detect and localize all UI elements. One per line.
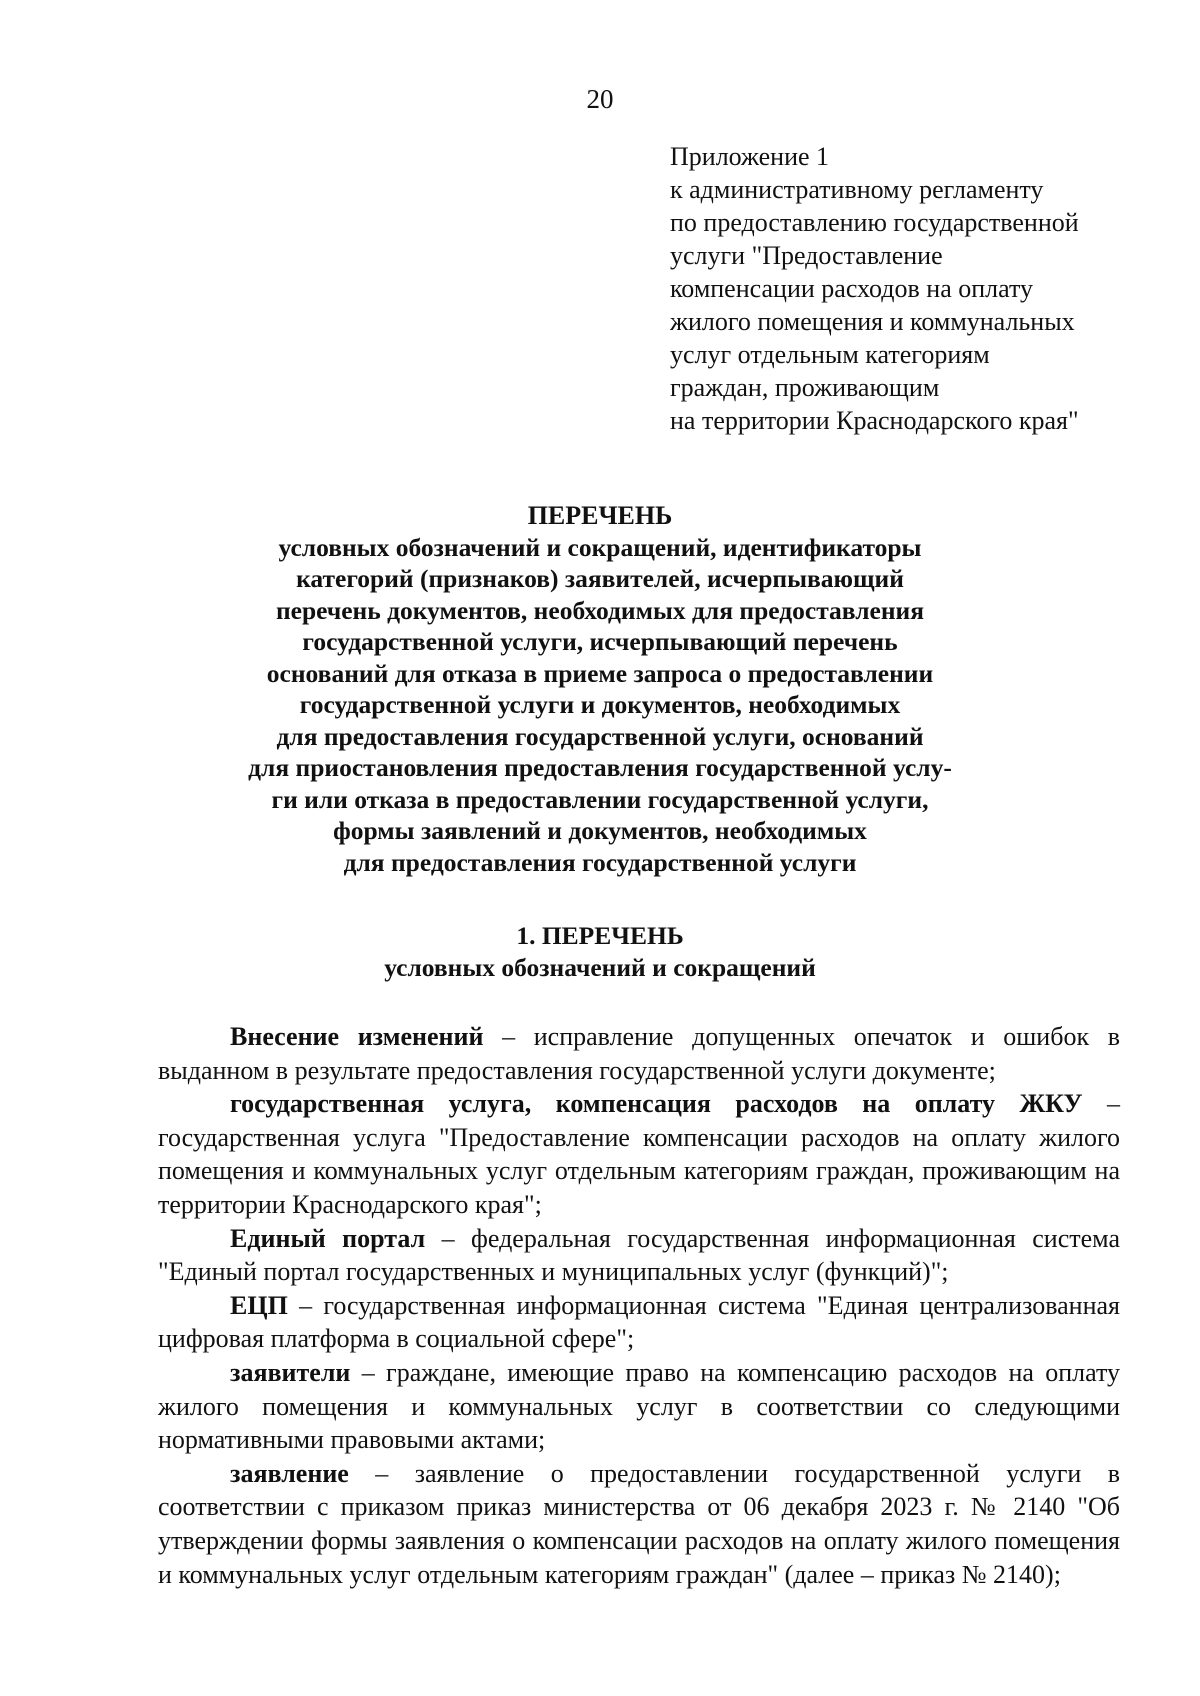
title-line: ги или отказа в предоставлении государственной услуги, xyxy=(271,784,929,814)
definition-text: – граждане, имеющие право на компенсацию расходов на оплату жилого помещения и коммунальных услуг в соответствии со следующими нормативными правовыми актами; xyxy=(158,1357,1120,1455)
appendix-line: жилого помещения и коммунальных xyxy=(670,307,1075,336)
title-line: для предоставления государственной услуги, оснований xyxy=(276,721,924,751)
definition-term: заявление xyxy=(230,1458,349,1488)
definition-term: заявители xyxy=(230,1357,351,1387)
section-subheading: условных обозначений и сокращений xyxy=(384,953,816,982)
page-number: 20 xyxy=(586,84,614,114)
appendix-line: на территории Краснодарского края" xyxy=(670,406,1079,435)
definition-term: государственная услуга, компенсация расходов на оплату ЖКУ xyxy=(230,1089,1083,1119)
title-line: категорий (признаков) заявителей, исчерпывающий xyxy=(296,564,904,593)
appendix-line: по предоставлению государственной xyxy=(670,208,1079,237)
appendix-line: Приложение 1 xyxy=(670,142,830,171)
title-line: оснований для отказа в приеме запроса о предоставлении xyxy=(266,658,934,688)
title-line: для предоставления государственной услуги xyxy=(343,847,857,877)
definition-text: – заявление о предоставлении государственной услуги в соответствии с приказом приказ министерства от 06 декабря 2023 г. № 2140 "Об утверждении формы заявления о компенсации расходов на оплату жилого помещения и коммунальных услуг отдельным категориям граждан" (далее – приказ № 2140); xyxy=(158,1458,1120,1589)
title-heading: ПЕРЕЧЕНЬ xyxy=(527,501,673,530)
definitions-body xyxy=(158,1020,1120,1591)
title-line: формы заявлений и документов, необходимых xyxy=(333,816,867,845)
definition-text: – федеральная государственная информационная система "Единый портал государственных и муниципальных услуг (функций)"; xyxy=(158,1223,1120,1287)
document-title xyxy=(0,500,1200,878)
appendix-line: к административному регламенту xyxy=(670,175,1044,204)
appendix-line: услуги "Предоставление xyxy=(670,241,943,270)
definition-term: ЕЦП xyxy=(230,1290,288,1320)
definition-text: – исправление допущенных опечаток и ошибок в выданном в результате предоставления государственной услуги документе; xyxy=(158,1022,1120,1085)
definition-text: – государственная информационная система "Единая централизованная цифровая платформа в социальной сфере"; xyxy=(158,1290,1120,1354)
section-heading-block xyxy=(0,920,1200,984)
definition-term: Единый портал xyxy=(230,1223,426,1253)
appendix-line: граждан, проживающим xyxy=(670,373,940,402)
definition-paragraph xyxy=(158,1457,1120,1591)
definition-paragraph xyxy=(158,1222,1120,1289)
definition-text: – государственная услуга "Предоставление компенсации расходов на оплату жилого помещения и коммунальных услуг отдельным категориям граждан, проживающим на территории Краснодарского края"; xyxy=(158,1089,1121,1219)
appendix-note xyxy=(670,140,1170,437)
title-line: для приостановления предоставления государственной услу- xyxy=(248,753,952,782)
title-line: государственной услуги, исчерпывающий перечень xyxy=(302,627,898,656)
title-line: государственной услуги и документов, необходимых xyxy=(299,690,901,719)
appendix-line: услуг отдельным категориям xyxy=(670,340,990,369)
definition-term: Внесение изменений xyxy=(230,1022,484,1051)
definition-paragraph xyxy=(158,1356,1120,1457)
appendix-line: компенсации расходов на оплату xyxy=(670,274,1034,303)
title-line: перечень документов, необходимых для предоставления xyxy=(275,595,925,625)
section-heading: 1. ПЕРЕЧЕНЬ xyxy=(516,921,684,950)
definition-paragraph xyxy=(158,1020,1120,1087)
definition-paragraph xyxy=(158,1289,1120,1356)
definition-paragraph xyxy=(158,1087,1120,1221)
title-line: условных обозначений и сокращений, идентификаторы xyxy=(278,532,922,562)
